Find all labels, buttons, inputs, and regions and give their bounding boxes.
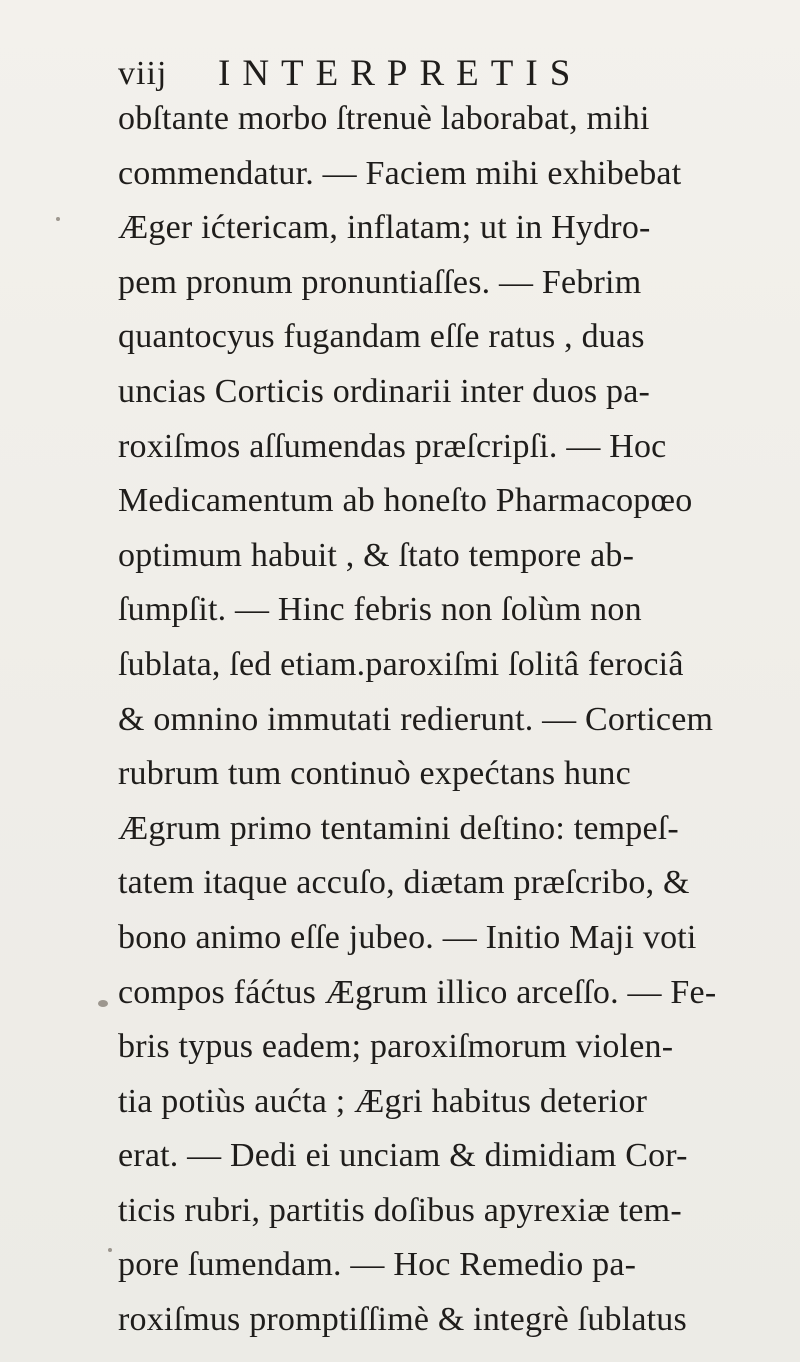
running-title: INTERPRETIS — [218, 53, 583, 94]
text-line-7: roxiſmos aſſumendas præſcripſi. — Hoc — [118, 427, 667, 465]
text-line-2: commendatur. — Faciem mihi exhibebat — [118, 154, 682, 192]
text-line-19: tia potiùs aućta ; Ægri habitus deterior — [118, 1082, 648, 1120]
text-line-23: roxiſmus promptiſſimè & integrè ſublatus — [118, 1301, 687, 1339]
margin-dot-mark-2 — [108, 1248, 112, 1252]
text-line-13: rubrum tum continuò expećtans hunc — [118, 755, 631, 793]
text-line-4: pem pronum pronuntiaſſes. — Febrim — [118, 263, 642, 301]
text-line-14: Ægrum primo tentamini deſtino: tempeſ- — [118, 809, 679, 847]
text-line-21: ticis rubri, partitis doſibus apyrexiæ tem- — [118, 1191, 682, 1229]
text-line-1: obſtante morbo ſtrenuè laborabat, mihi — [118, 100, 650, 137]
text-line-17: compos fáćtus Ægrum illico arceſſo. — Fe- — [118, 973, 717, 1011]
text-line-5: quantocyus fugandam eſſe ratus , duas — [118, 318, 645, 356]
text-line-18: bris typus eadem; paroxiſmorum violen- — [118, 1028, 674, 1066]
ink-blot-mark — [98, 1000, 108, 1007]
text-line-20: erat. — Dedi ei unciam & dimidiam Cor- — [118, 1137, 688, 1175]
text-line-10: ſumpſit. — Hinc febris non ſolùm non — [118, 591, 642, 629]
page-number: viij — [118, 55, 168, 92]
text-line-8: Medicamentum ab honeſto Pharmacopœo — [118, 482, 693, 520]
text-line-3: Æger ićtericam, inflatam; ut in Hydro- — [118, 209, 651, 247]
text-line-11: ſublata, ſed etiam.paroxiſmi ſolitâ ferociâ — [118, 645, 684, 683]
text-line-9: optimum habuit , & ſtato tempore ab- — [118, 536, 635, 574]
text-line-16: bono animo eſſe jubeo. — Initio Maji voti — [118, 918, 697, 956]
text-line-6: uncias Corticis ordinarii inter duos pa- — [118, 372, 651, 410]
body-text — [118, 92, 738, 1348]
margin-dot-mark — [56, 217, 60, 221]
text-line-12: & omnino immutati redierunt. — Corticem — [118, 700, 714, 738]
text-line-22: pore ſumendam. — Hoc Remedio pa- — [118, 1246, 637, 1284]
text-line-15: tatem itaque accuſo, diætam præſcribo, & — [118, 864, 690, 902]
